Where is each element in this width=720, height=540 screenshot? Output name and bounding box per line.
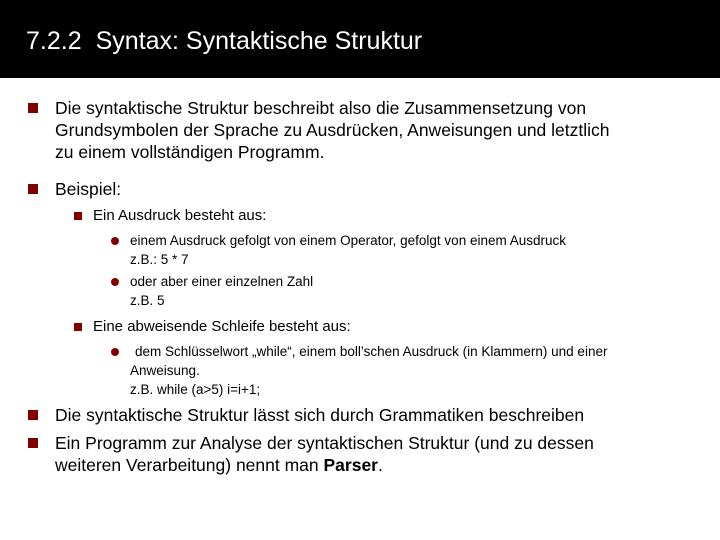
- sub-bullet-2-2-text: Eine abweisende Schleife besteht aus:: [93, 318, 351, 335]
- slide-number: 7.2.2: [26, 27, 82, 55]
- bullet-square-icon: [28, 410, 38, 420]
- sub-sub-bullet-2-1-1-text: einem Ausdruck gefolgt von einem Operator, gefolgt von einem Ausdruck z.B.: 5 * 7: [130, 233, 567, 267]
- sub-sub-bullet-circle-icon: [111, 237, 119, 245]
- sub-sub-bullet-circle-icon: [111, 348, 119, 356]
- sub-bullet-square-icon: [74, 323, 82, 331]
- sub-sub-bullet-2-2-1-text: dem Schlüsselwort „while“, einem boll’schen Ausdruck (in Klammern) und einer Anweisung. z.B. while (a>5) i=i+1;: [130, 344, 608, 397]
- bullet-4-text: Ein Programm zur Analyse der syntaktischen Struktur (und zu dessen weiteren Verarbeitung) nennt man Parser.: [55, 433, 594, 475]
- parser-term: Parser: [323, 455, 378, 475]
- sub-sub-bullet-2-1-2-text: oder aber einer einzelnen Zahl z.B. 5: [130, 274, 314, 308]
- bullet-square-icon: [28, 438, 38, 448]
- sub-bullet-2-1-text: Ein Ausdruck besteht aus:: [93, 207, 267, 224]
- bullet-square-icon: [28, 184, 38, 194]
- sub-sub-bullet-circle-icon: [111, 278, 119, 286]
- bullet-square-icon: [28, 103, 38, 113]
- bullet-2-text: Beispiel:: [55, 179, 122, 199]
- sub-bullet-square-icon: [74, 212, 82, 220]
- slide-title-text: Syntax: Syntaktische Struktur: [95, 27, 423, 55]
- bullet-1-text: Die syntaktische Struktur beschreibt also die Zusammensetzung von Grundsymbolen der Sprache zu Ausdrücken, Anweisungen und letztlich zu einem vollständigen Programm.: [55, 98, 610, 162]
- bullet-3-text: Die syntaktische Struktur lässt sich durch Grammatiken beschreiben: [55, 405, 585, 425]
